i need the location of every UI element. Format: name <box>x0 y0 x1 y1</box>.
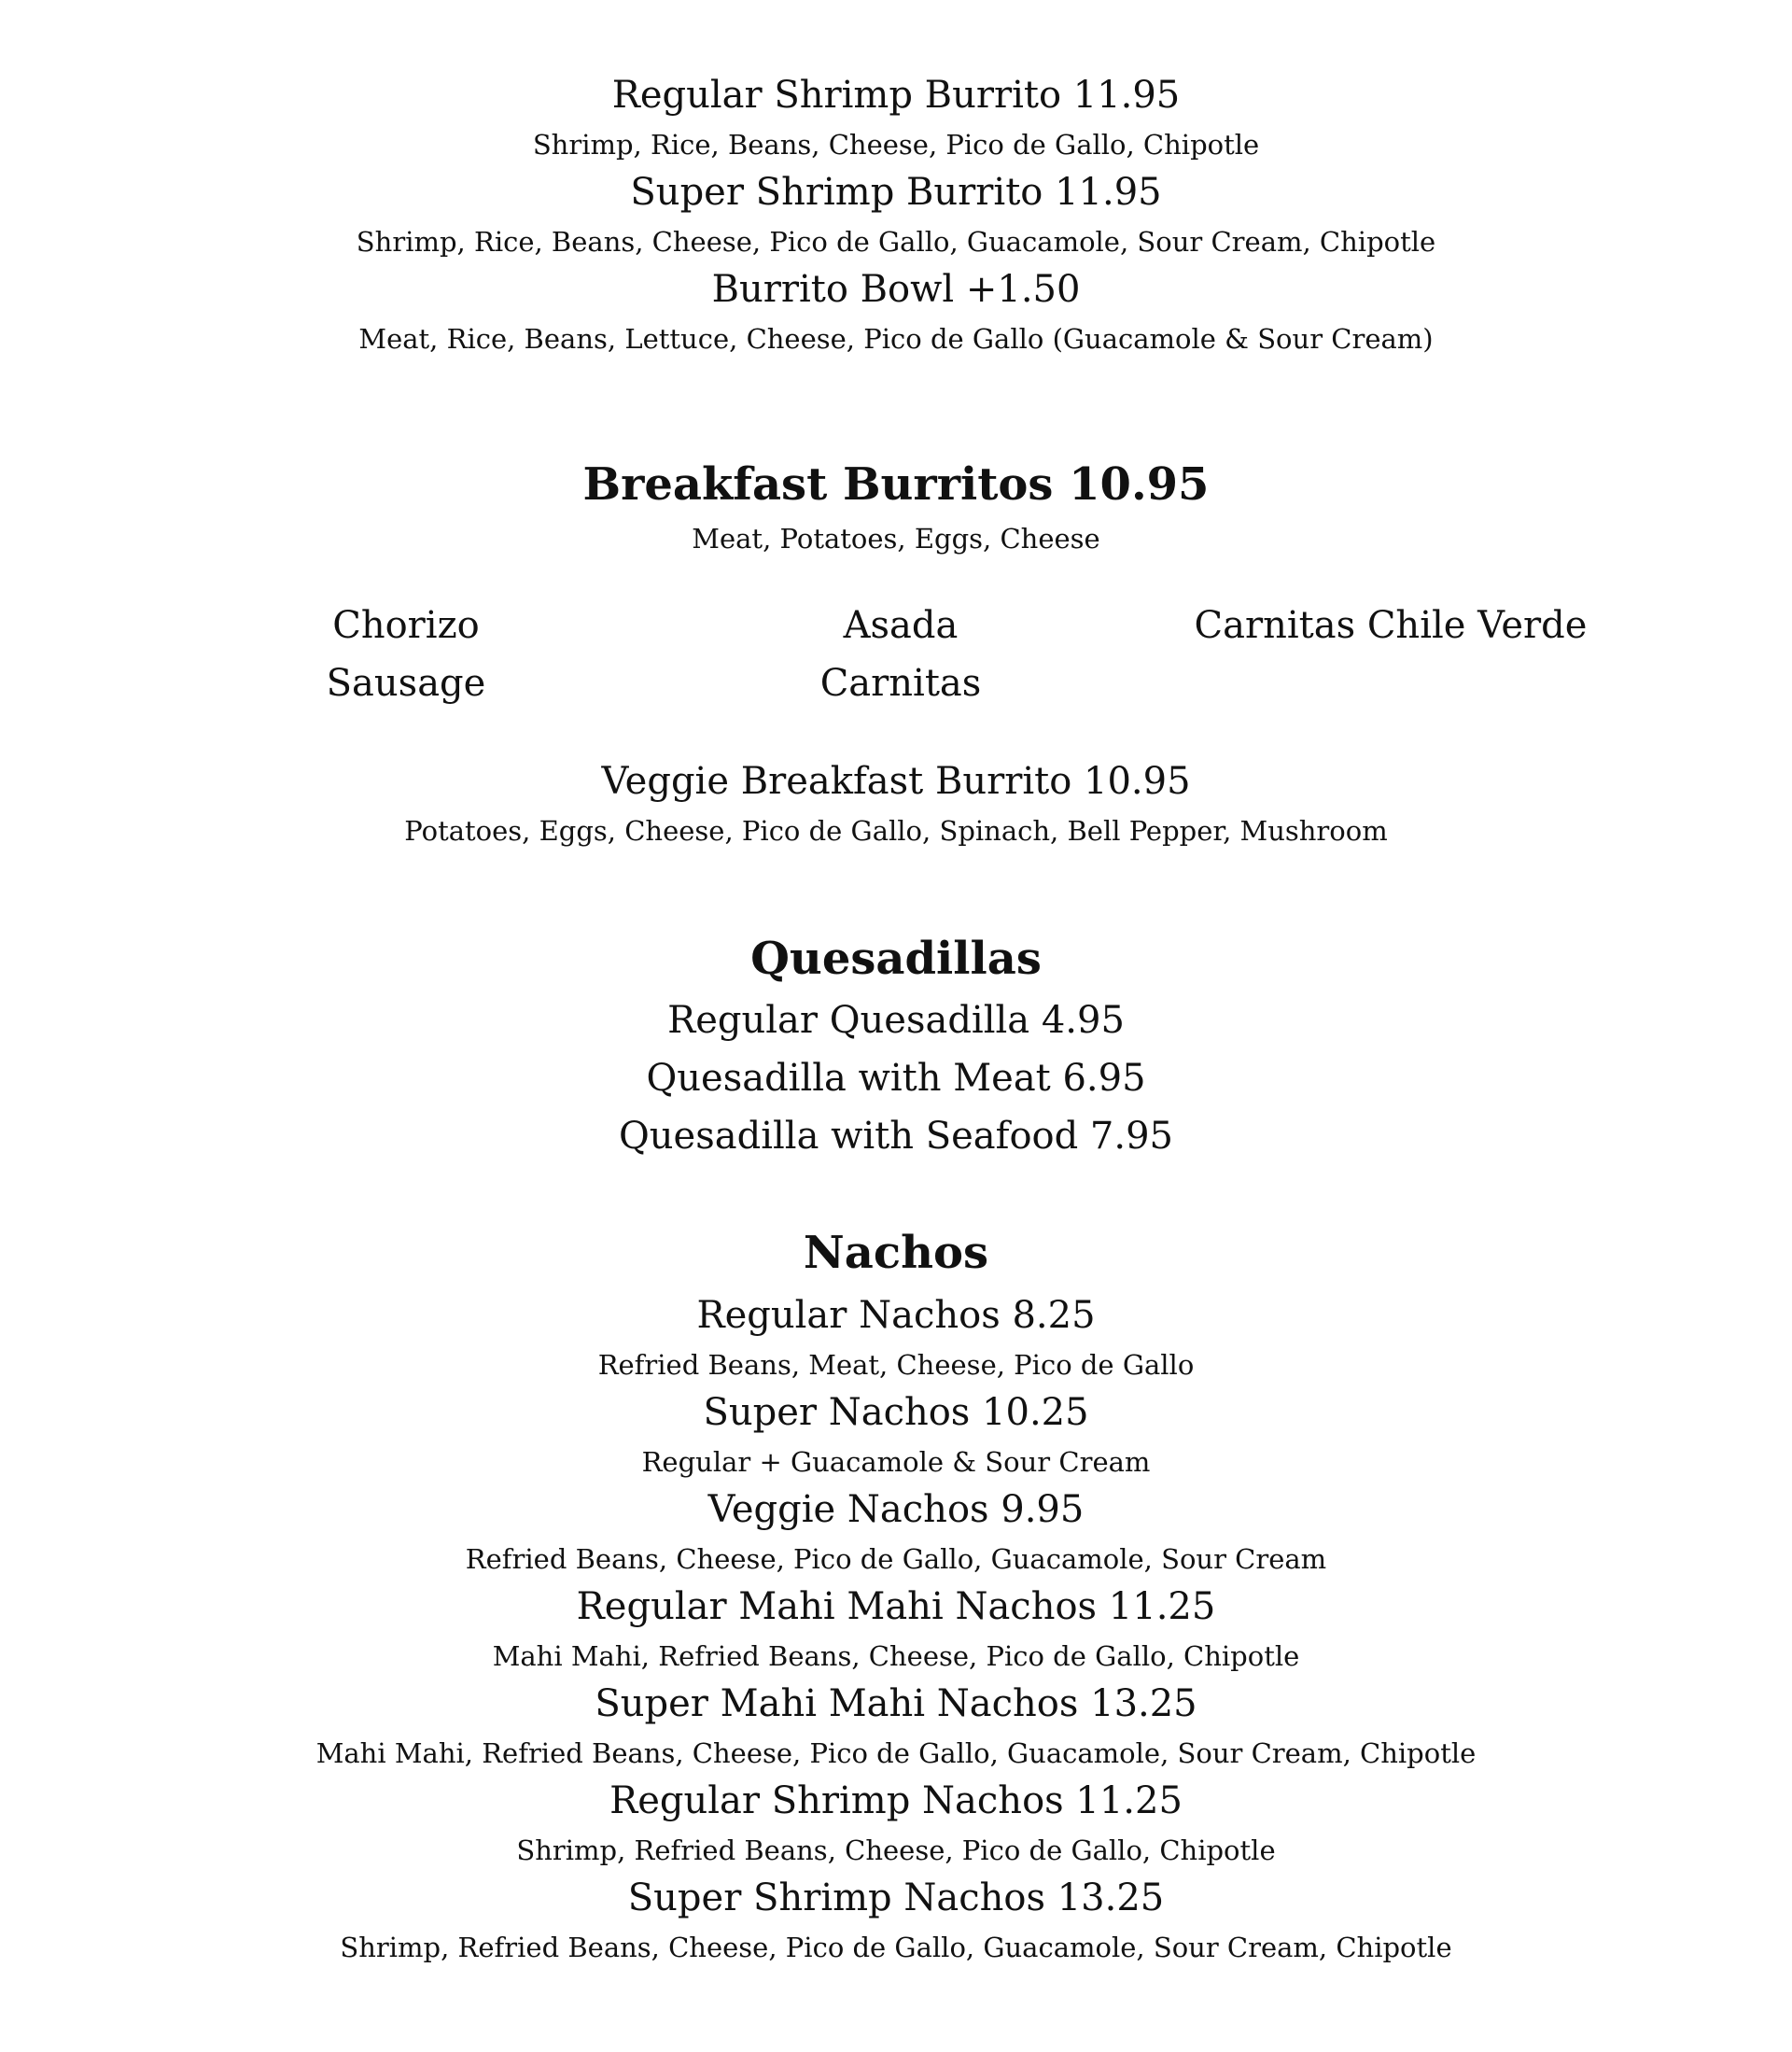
section-heading-breakfast: Breakfast Burritos 10.95 <box>582 458 1210 511</box>
menu-item-name: Quesadilla with Meat 6.95 <box>646 1057 1146 1100</box>
breakfast-option: Sausage <box>326 662 486 705</box>
menu-item-description: Shrimp, Rice, Beans, Cheese, Pico de Gallo, Guacamole, Sour Cream, Chipotle <box>356 226 1436 258</box>
menu-item-description: Shrimp, Refried Beans, Cheese, Pico de Gallo, Guacamole, Sour Cream, Chipotle <box>340 1932 1452 1963</box>
menu-item-name: Super Mahi Mahi Nachos 13.25 <box>595 1682 1197 1725</box>
menu-item-name: Quesadilla with Seafood 7.95 <box>618 1115 1173 1158</box>
breakfast-option: Chorizo <box>332 604 480 647</box>
section-heading-nachos: Nachos <box>803 1227 989 1279</box>
menu-item-name: Veggie Breakfast Burrito 10.95 <box>601 760 1191 803</box>
section-heading-quesadillas: Quesadillas <box>750 933 1042 985</box>
menu-item-description: Potatoes, Eggs, Cheese, Pico de Gallo, Spinach, Bell Pepper, Mushroom <box>404 815 1388 847</box>
menu-item-name: Super Shrimp Nachos 13.25 <box>627 1876 1165 1919</box>
menu-item-name: Super Nachos 10.25 <box>703 1391 1089 1434</box>
section-description: Meat, Potatoes, Eggs, Cheese <box>692 523 1100 555</box>
breakfast-option: Carnitas <box>819 662 982 705</box>
breakfast-option: Asada <box>843 604 959 647</box>
menu-item-name: Regular Shrimp Nachos 11.25 <box>609 1779 1183 1822</box>
menu-item-description: Mahi Mahi, Refried Beans, Cheese, Pico de Gallo, Chipotle <box>492 1640 1300 1672</box>
menu-item-name: Veggie Nachos 9.95 <box>707 1488 1085 1531</box>
menu-item-description: Meat, Rice, Beans, Lettuce, Cheese, Pico de Gallo (Guacamole & Sour Cream) <box>358 323 1434 355</box>
breakfast-option: Carnitas Chile Verde <box>1194 604 1588 647</box>
menu-item-description: Shrimp, Refried Beans, Cheese, Pico de Gallo, Chipotle <box>516 1834 1276 1866</box>
menu-item-name: Regular Shrimp Burrito 11.95 <box>611 74 1181 117</box>
menu-item-name: Super Shrimp Burrito 11.95 <box>630 171 1162 214</box>
menu-item-name: Burrito Bowl +1.50 <box>711 268 1081 311</box>
menu-item-name: Regular Mahi Mahi Nachos 11.25 <box>576 1585 1216 1628</box>
menu-item-description: Regular + Guacamole & Sour Cream <box>641 1446 1151 1478</box>
menu-item-description: Refried Beans, Cheese, Pico de Gallo, Guacamole, Sour Cream <box>465 1543 1327 1575</box>
menu-item-description: Mahi Mahi, Refried Beans, Cheese, Pico de Gallo, Guacamole, Sour Cream, Chipotle <box>315 1737 1477 1769</box>
menu-item-name: Regular Nachos 8.25 <box>696 1294 1096 1337</box>
menu-item-description: Refried Beans, Meat, Cheese, Pico de Gallo <box>597 1349 1195 1381</box>
menu-item-name: Regular Quesadilla 4.95 <box>667 999 1125 1042</box>
menu-item-description: Shrimp, Rice, Beans, Cheese, Pico de Gallo, Chipotle <box>532 129 1260 161</box>
